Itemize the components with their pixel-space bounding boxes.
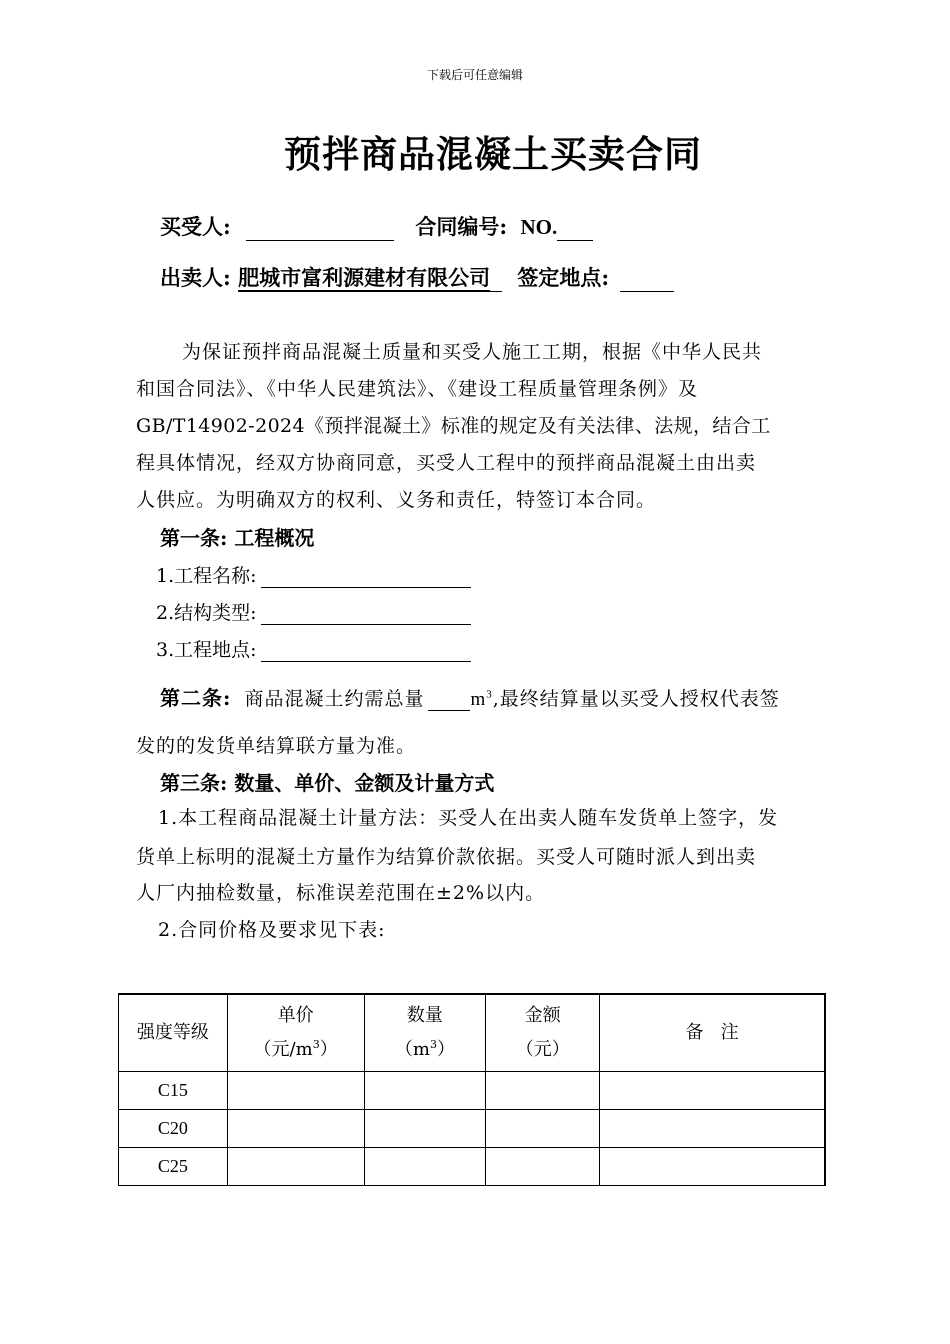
article3-line-4: 2.合同价格及要求见下表: [158, 919, 386, 941]
contract-no-prefix: NO. [520, 215, 558, 239]
volume-unit: m [470, 689, 487, 710]
article1-heading: 第一条: 工程概况 [160, 526, 315, 550]
buyer-label: 买受人: [160, 214, 231, 239]
seller-name-trail [490, 267, 502, 292]
header-unit-price: 单价 （元$/m^3$） [227, 994, 364, 1072]
unit-price-cell[interactable] [227, 1072, 364, 1110]
header-remarks: 备 注 [600, 994, 825, 1072]
buyer-line [160, 211, 593, 241]
project-name-blank[interactable] [261, 565, 471, 588]
article3-heading: 第三条: 数量、单价、金额及计量方式 [160, 771, 495, 795]
preamble-line-3: GB/T14902-2024《预拌混凝土》标准的规定及有关法律、法规，结合工 [136, 415, 771, 437]
preamble-line-5: 人供应。为明确双方的权利、义务和责任，特签订本合同。 [136, 489, 657, 511]
total-volume-blank[interactable] [428, 688, 470, 711]
volume-unit-sup: 3 [486, 688, 493, 701]
remarks-cell[interactable] [600, 1110, 825, 1148]
project-location-label: 3.工程地点: [156, 639, 257, 661]
grade-cell: C25 [119, 1148, 228, 1186]
price-table-header-row [119, 994, 826, 1072]
article2-heading: 第二条: [160, 686, 232, 710]
article3-line-3: 人厂内抽检数量，标准误差范围在±2%以内。 [136, 882, 546, 904]
buyer-blank[interactable] [246, 216, 394, 241]
amount-cell[interactable] [486, 1148, 600, 1186]
quantity-cell[interactable] [364, 1148, 486, 1186]
contract-no-label: 合同编号: [415, 214, 508, 239]
remarks-cell[interactable] [600, 1072, 825, 1110]
quantity-cell[interactable] [364, 1110, 486, 1148]
table-row [119, 1110, 826, 1148]
header-grade: 强度等级 [119, 994, 228, 1072]
seller-name: 肥城市富利源建材有限公司 [238, 265, 491, 290]
article3-line-1: 1.本工程商品混凝土计量方法：买受人在出卖人随车发货单上签字，发 [158, 807, 779, 829]
structure-type-row [156, 598, 471, 625]
quantity-cell[interactable] [364, 1072, 486, 1110]
header-amount: 金额 （元） [486, 994, 600, 1072]
project-name-label: 1.工程名称: [156, 565, 257, 587]
project-location-blank[interactable] [261, 639, 471, 662]
seller-label: 出卖人: [160, 265, 231, 290]
article2-text-b: ,最终结算量以买受人授权代表签 [492, 688, 780, 710]
structure-type-blank[interactable] [261, 602, 471, 625]
grade-cell: C20 [119, 1110, 228, 1148]
preamble-line-4: 程具体情况，经双方协商同意，买受人工程中的预拌商品混凝土由出卖 [136, 452, 757, 474]
structure-type-label: 2.结构类型: [156, 602, 257, 624]
contract-no-blank[interactable] [557, 216, 593, 241]
seller-line [160, 262, 674, 292]
price-table [118, 993, 826, 1186]
amount-cell[interactable] [486, 1072, 600, 1110]
article2-line-2: 发的的发货单结算联方量为准。 [136, 735, 417, 757]
table-row [119, 1148, 826, 1186]
project-name-row [156, 561, 471, 588]
unit-price-cell[interactable] [227, 1148, 364, 1186]
article2-text-a: 商品混凝土约需总量 [244, 688, 425, 710]
sign-place-blank[interactable] [620, 267, 674, 292]
unit-price-cell[interactable] [227, 1110, 364, 1148]
project-location-row [156, 635, 471, 662]
header-quantity: 数量 $(m^3)$ [364, 994, 486, 1072]
sign-place-label: 签定地点: [517, 265, 610, 290]
remarks-cell[interactable] [600, 1148, 825, 1186]
table-row [119, 1072, 826, 1110]
article3-line-2: 货单上标明的混凝土方量作为结算价款依据。买受人可随时派人到出卖 [136, 846, 757, 868]
preamble-line-1: 为保证预拌商品混凝土质量和买受人施工工期，根据《中华人民共 [182, 341, 763, 363]
grade-cell: C15 [119, 1072, 228, 1110]
preamble-line-2: 和国合同法》、《中华人民建筑法》、《建设工程质量管理条例》及 [136, 378, 699, 400]
header-note: 下载后可任意编辑 [426, 68, 523, 82]
document-title: 预拌商品混凝土买卖合同 [284, 132, 702, 176]
amount-cell[interactable] [486, 1110, 600, 1148]
article2-line-1 [160, 682, 780, 711]
